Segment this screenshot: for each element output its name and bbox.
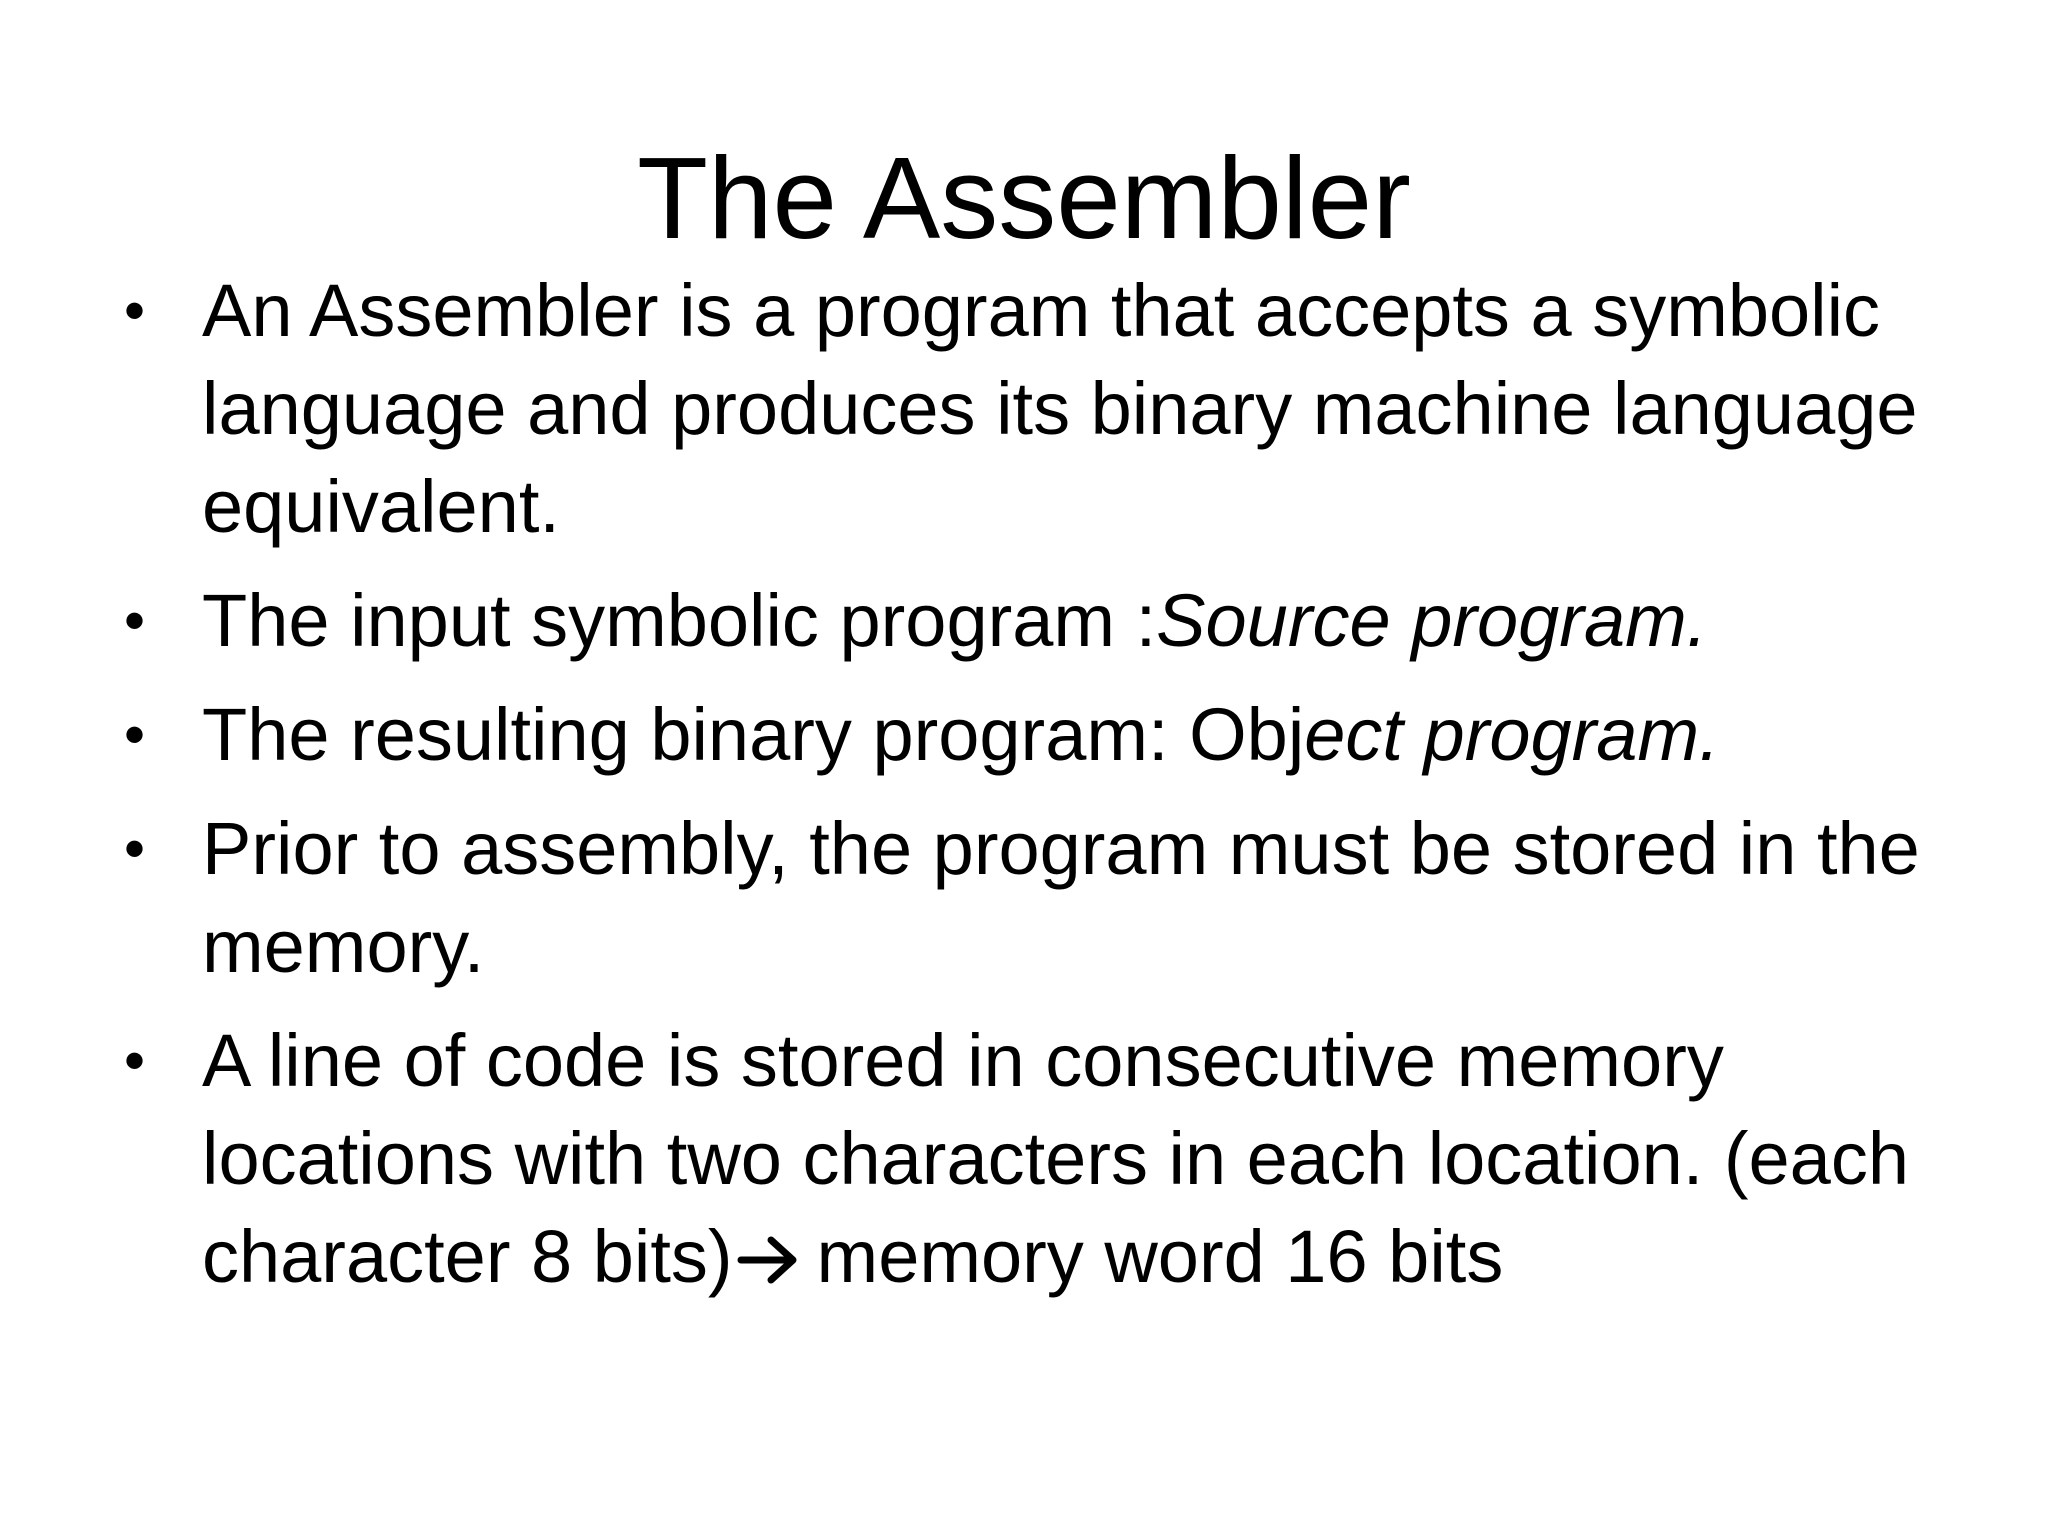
bullet-italic-text: ect program. xyxy=(1304,693,1720,776)
bullet-text: The resulting binary program: Obj xyxy=(202,693,1305,776)
bullet-item xyxy=(124,800,1964,996)
bullet-italic-text: Source program. xyxy=(1156,579,1708,662)
bullet-dot: • xyxy=(124,587,146,654)
bullet-item xyxy=(124,1012,1964,1306)
bullet-item xyxy=(124,262,1964,556)
bullet-dot: • xyxy=(124,1027,146,1094)
bullet-item xyxy=(124,686,1964,784)
bullet-text: A line of code is stored in consecutive memory locations with two characters in each location. (each character 8 bits) xyxy=(202,1019,1909,1298)
bullet-text: An Assembler is a program that accepts a symbolic language and produces its binary machine language equivalent. xyxy=(202,269,1918,548)
bullet-item xyxy=(124,572,1964,670)
bullet-dot: • xyxy=(124,701,146,768)
bullet-text: The input symbolic program : xyxy=(202,579,1157,662)
bullet-dot: • xyxy=(124,815,146,882)
bullet-text-after-arrow: memory word 16 bits xyxy=(816,1215,1504,1298)
slide-title: The Assembler xyxy=(637,133,1411,263)
bullet-list xyxy=(124,262,1964,1322)
right-arrow-icon xyxy=(737,1234,801,1286)
bullet-text: Prior to assembly, the program must be stored in the memory. xyxy=(202,807,1920,988)
bullet-dot: • xyxy=(124,277,146,344)
